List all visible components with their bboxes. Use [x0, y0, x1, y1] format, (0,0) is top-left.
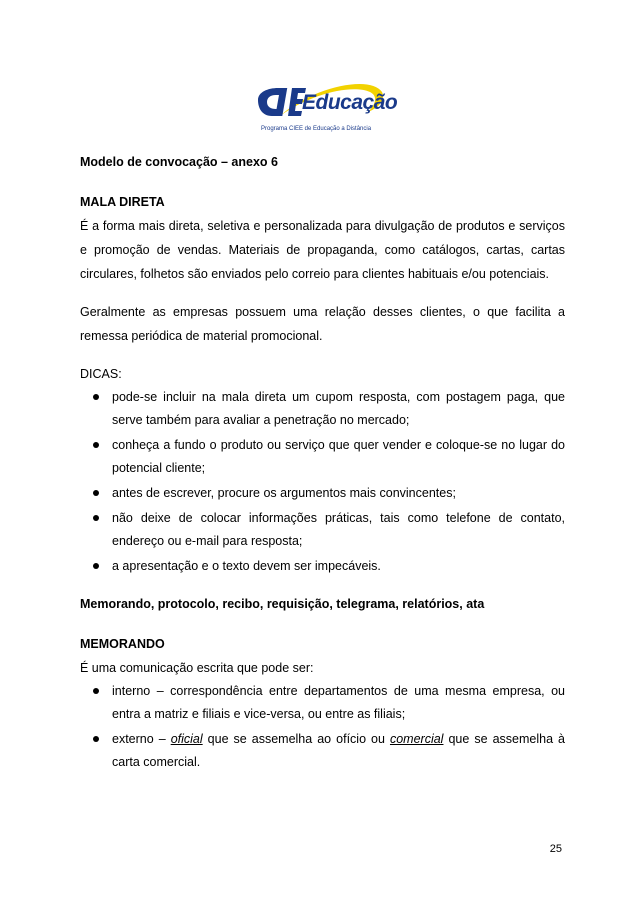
term-comercial: comercial: [389, 732, 444, 746]
bullet-icon: [93, 688, 99, 694]
mala-direta-paragraph-1: É a forma mais direta, seletiva e personalizada para divulgação de produtos e serviços e promoção de vendas. Materiais de propaganda, como catálogos, cartas, cartas circulares, folhetos são enviados pelo correio para clientes habituais e/ou potenciais.: [80, 219, 565, 281]
document-body: [80, 150, 565, 776]
term-oficial: oficial: [170, 732, 203, 746]
memorando-intro: É uma comunicação escrita que pode ser:: [80, 661, 314, 675]
mala-direta-paragraph-2: Geralmente as empresas possuem uma relação desses clientes, o que facilita a remessa periódica de material promocional.: [80, 305, 565, 343]
list-item: não deixe de colocar informações práticas, tais como telefone de contato, endereço ou e-mail para resposta;: [80, 507, 565, 553]
list-item: conheça a fundo o produto ou serviço que quer vender e coloque-se no lugar do potencial cliente;: [80, 434, 565, 480]
bullet-icon: [93, 515, 99, 521]
list-item: interno – correspondência entre departamentos de uma mesma empresa, ou entra a matriz e filiais e vice-versa, ou entre as filiais;: [80, 680, 565, 726]
dicas-list: [80, 386, 565, 578]
logo-wordmark: Educação: [302, 91, 398, 114]
mala-direta-heading: MALA DIRETA: [80, 195, 165, 209]
dicas-heading: DICAS:: [80, 367, 122, 381]
memorando-list: [80, 680, 565, 774]
program-name: Programa CIEE de Educação a Distância: [261, 126, 372, 132]
section-heading: Memorando, protocolo, recibo, requisição, telegrama, relatórios, ata: [80, 597, 485, 611]
list-item: a apresentação e o texto devem ser impecáveis.: [80, 555, 565, 578]
memorando-heading: MEMORANDO: [80, 637, 165, 651]
ciee-logo: [240, 78, 398, 140]
bullet-icon: [93, 442, 99, 448]
list-item: antes de escrever, procure os argumentos mais convincentes;: [80, 482, 565, 505]
list-item: pode-se incluir na mala direta um cupom resposta, com postagem paga, que serve também para avaliar a penetração no mercado;: [80, 386, 565, 432]
bullet-icon: [93, 736, 99, 742]
list-item: externo – oficial que se assemelha ao ofício ou comercial que se assemelha à carta comercial.: [80, 728, 565, 774]
bullet-icon: [93, 563, 99, 569]
bullet-icon: [93, 394, 99, 400]
document-title: Modelo de convocação – anexo 6: [80, 155, 278, 169]
page-number: 25: [549, 843, 562, 855]
bullet-icon: [93, 490, 99, 496]
